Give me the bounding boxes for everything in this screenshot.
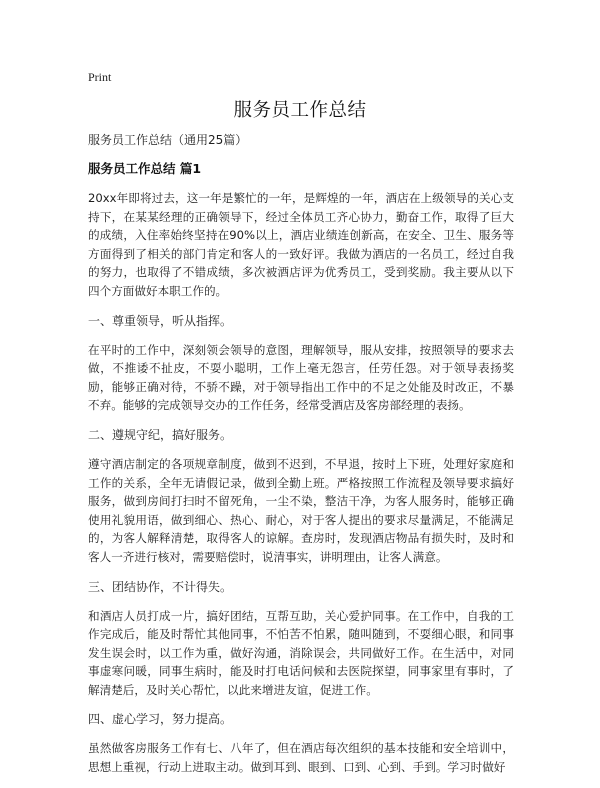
point-heading-3: 三、团结协作，不计得失。 (88, 579, 233, 594)
point-heading-1: 一、尊重领导，听从指挥。 (88, 313, 233, 328)
point-paragraph-3: 和酒店人员打成一片，搞好团结，互帮互助，关心爱护同事。在工作中，自我的工作完成后，能及时帮忙其他同事，不怕苦不怕累，随叫随到，不耍细心眼，和同事发生误会时，以工作为重，做好沟通，消除误会，共同做好工作。在生活中，对同事虚寒问暖，同事生病时，能及时打电话问候和去医院探望，同事家里有事时，了解清楚后，及时关心帮忙，以此来增进友谊，促进工作。 (88, 608, 514, 697)
page-title: 服务员工作总结 (233, 100, 367, 121)
document-body (88, 131, 514, 788)
point-paragraph-4: 虽然做客房服务工作有七、八年了，但在酒店每次组织的基本技能和安全培训中，思想上重视，行动上进取主动。做到耳到、眼到、口到、心到、手到。学习时做好 (88, 741, 514, 775)
document-subtitle: 服务员工作总结（通用25篇） (88, 133, 248, 147)
point-heading-4: 四、虚心学习，努力提高。 (88, 712, 233, 727)
point-paragraph-1: 在平时的工作中，深刻领会领导的意图，理解领导，服从安排，按照领导的要求去做，不推诿不扯皮，不耍小聪明，工作上毫无怨言，任劳任怨。对于领导表扬奖励，能够正确对待，不骄不躁，对于领导指出工作中的不足之处能及时改正，不暴不弃。能够的完成领导交办的工作任务，经常受酒店及客房部经理的表扬。 (88, 342, 514, 413)
section-heading: 服务员工作总结 篇1 (88, 161, 202, 176)
print-link[interactable]: Print (88, 70, 112, 84)
intro-paragraph: 20xx年即将过去，这一年是繁忙的一年，是辉煌的一年，酒店在上级领导的关心支持下，在某某经理的正确领导下，经过全体员工齐心协力，勤奋工作，取得了巨大的成绩，入住率始终坚持在90%以上，酒店业绩连创新高，在安全、卫生、服务等方面得到了相关的部门肯定和客人的一致好评。我做为酒店的一名员工，经过自我的努力，也取得了不错成绩，多次被酒店评为优秀员工，受到奖励。我主要从以下四个方面做好本职工作的。 (88, 191, 514, 298)
point-paragraph-2: 遵守酒店制定的各项规章制度，做到不迟到，不早退，按时上下班，处理好家庭和工作的关系，全年无请假记录，做到全勤上班。严格按照工作流程及领导要求搞好服务，做到房间打扫时不留死角，一尘不染，整洁干净，为客人服务时，能够正确使用礼貌用语，做到细心、热心、耐心，对于客人提出的要求尽量满足，不能满足的，为客人解释清楚，取得客人的谅解。查房时，发现酒店物品有损失时，及时和客人一齐进行核对，需要赔偿时，说清事实，讲明理由，让客人满意。 (88, 456, 514, 564)
point-heading-2: 二、遵规守纪，搞好服务。 (88, 427, 233, 442)
